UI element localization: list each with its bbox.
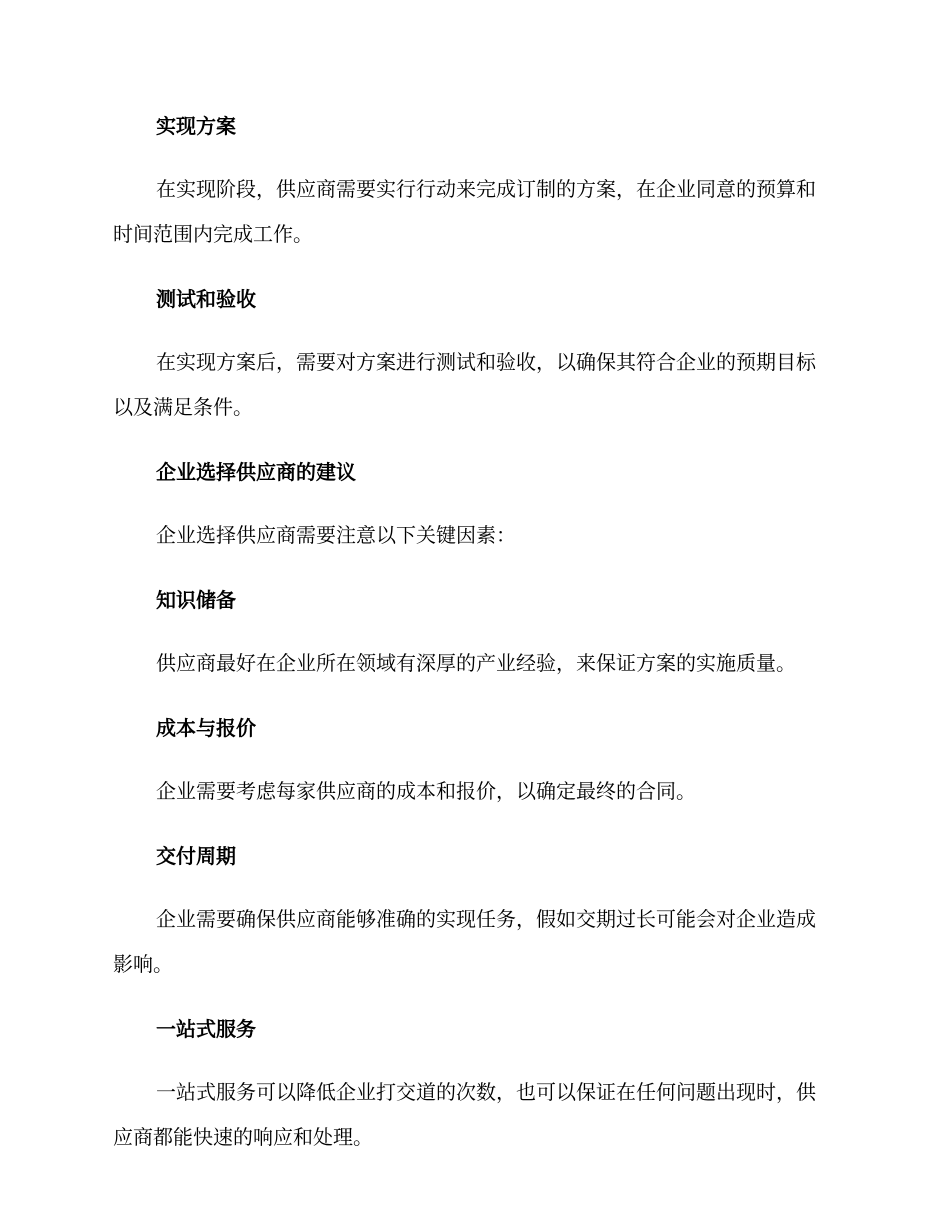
- section-heading-delivery: 交付周期: [156, 844, 236, 868]
- document-body: [113, 110, 833, 1186]
- section-heading-cost: 成本与报价: [156, 716, 256, 740]
- section-body-implementation: 在实现阶段，供应商需要实行行动来完成订制的方案，在企业同意的预算和时间范围内完成工作。: [113, 177, 816, 246]
- section-body-testing: 在实现方案后，需要对方案进行测试和验收，以确保其符合企业的预期目标以及满足条件。: [113, 350, 816, 419]
- section-heading-implementation: 实现方案: [156, 114, 236, 138]
- section-body-supplier-advice: 企业选择供应商需要注意以下关键因素：: [156, 523, 516, 547]
- section-heading-supplier-advice: 企业选择供应商的建议: [156, 460, 356, 484]
- section-body-cost: 企业需要考虑每家供应商的成本和报价，以确定最终的合同。: [156, 779, 696, 803]
- section-body-one-stop: 一站式服务可以降低企业打交道的次数，也可以保证在任何问题出现时，供应商都能快速的响应和处理。: [113, 1080, 816, 1149]
- section-heading-one-stop: 一站式服务: [156, 1017, 256, 1041]
- section-body-knowledge: 供应商最好在企业所在领域有深厚的产业经验，来保证方案的实施质量。: [156, 651, 796, 675]
- section-heading-testing: 测试和验收: [156, 287, 256, 311]
- section-heading-knowledge: 知识储备: [156, 588, 236, 612]
- section-body-delivery: 企业需要确保供应商能够准确的实现任务，假如交期过长可能会对企业造成影响。: [113, 907, 816, 976]
